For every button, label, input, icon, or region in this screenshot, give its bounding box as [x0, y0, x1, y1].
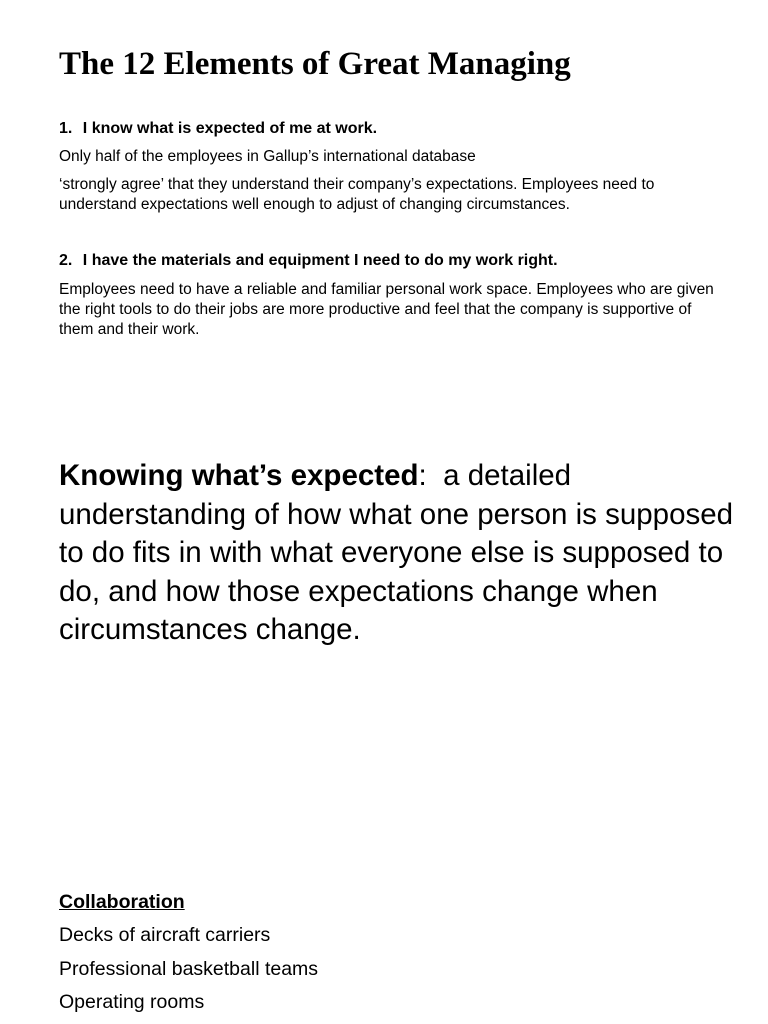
definition-text: a detailed understanding of how what one person is supposed to do fits in with what everyone else is supposed to do, and how those expectations change when circumstances change. [59, 459, 734, 646]
definition-term: Knowing what’s expected [59, 459, 419, 492]
list-item: Professional basketball teams [59, 957, 319, 980]
definition-separator: : [418, 459, 427, 492]
item-2-heading [59, 251, 558, 271]
item-1-number: 1. [59, 120, 73, 137]
collaboration-list [59, 921, 318, 1022]
item-2-heading-text: I have the materials and equipment I need to do my work right. [82, 252, 558, 269]
item-1-heading [59, 119, 377, 139]
page-title: The 12 Elements of Great Managing [59, 46, 571, 82]
list-item: Decks of aircraft carriers [59, 924, 271, 946]
list-item: Operating rooms [59, 991, 205, 1013]
definition-block [59, 457, 739, 650]
item-1-paragraph-1: Only half of the employees in Gallup’s international database [59, 148, 476, 165]
item-2-number: 2. [59, 252, 73, 269]
item-2-paragraph-1: Employees need to have a reliable and familiar personal work space. Employees who are given the right tools to do their jobs are more productive and feel that the company is supportive of them and their work. [59, 281, 714, 338]
item-1-paragraph-2: ‘strongly agree’ that they understand their company’s expectations. Employees need to understand expectations well enough to adjust of changing circumstances. [59, 176, 655, 213]
collaboration-heading: Collaboration [59, 891, 185, 913]
item-1-heading-text: I know what is expected of me at work. [82, 120, 378, 137]
